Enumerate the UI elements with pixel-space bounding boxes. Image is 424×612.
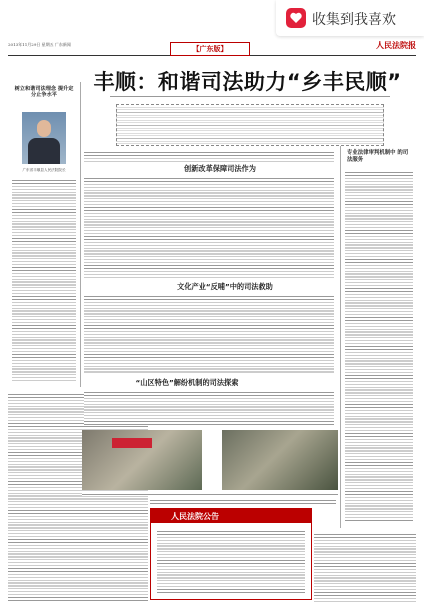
left-column [8,82,81,387]
court-notice-ad [150,508,312,600]
body-text-3 [84,294,334,374]
subhead-1: 创新改革保障司法作为 [184,164,256,173]
photo-court [222,430,338,490]
headline: 丰顺：和谐司法助力“乡丰民顺” [93,70,402,94]
photo-body [28,138,60,164]
right-column-title: 专业法律审判机制中 的司法服务 [347,150,409,163]
subhead-2: 文化产业“反哺”中的司法救助 [177,282,273,291]
subhead-3: “山区特色”解纷机制的司法探索 [135,378,239,387]
favorite-button[interactable] [276,0,424,36]
masthead-date: 2013年11月29日 星期五 广东新闻 [8,42,71,47]
right-lower-text [314,532,416,602]
left-column-text [12,178,76,383]
right-column-text [345,170,413,522]
heart-icon [286,8,306,28]
photo-mediation [82,430,202,490]
photo-head [37,120,51,137]
body-text-4 [84,390,334,426]
intro-box [116,104,384,146]
author-caption: 广东省丰顺县人民法院院长 [22,168,66,172]
photo-banner [112,438,152,448]
right-column [340,146,417,528]
favorite-label: 收集到我喜欢 [312,12,396,28]
ad-text [157,529,305,593]
photo-captions [82,492,338,496]
left-column-title: 树立和谐司法理念 提升定分止争水平 [14,86,74,99]
body-text-2 [84,176,334,278]
section-label: 【广东版】 [170,42,250,56]
author-photo [22,112,66,164]
paper-logo: 人民法院报 [376,40,416,50]
body-text-1 [84,150,334,162]
byline [110,94,390,98]
body-text-5 [150,498,336,506]
ad-logo: 人民法院公告 [171,512,219,521]
